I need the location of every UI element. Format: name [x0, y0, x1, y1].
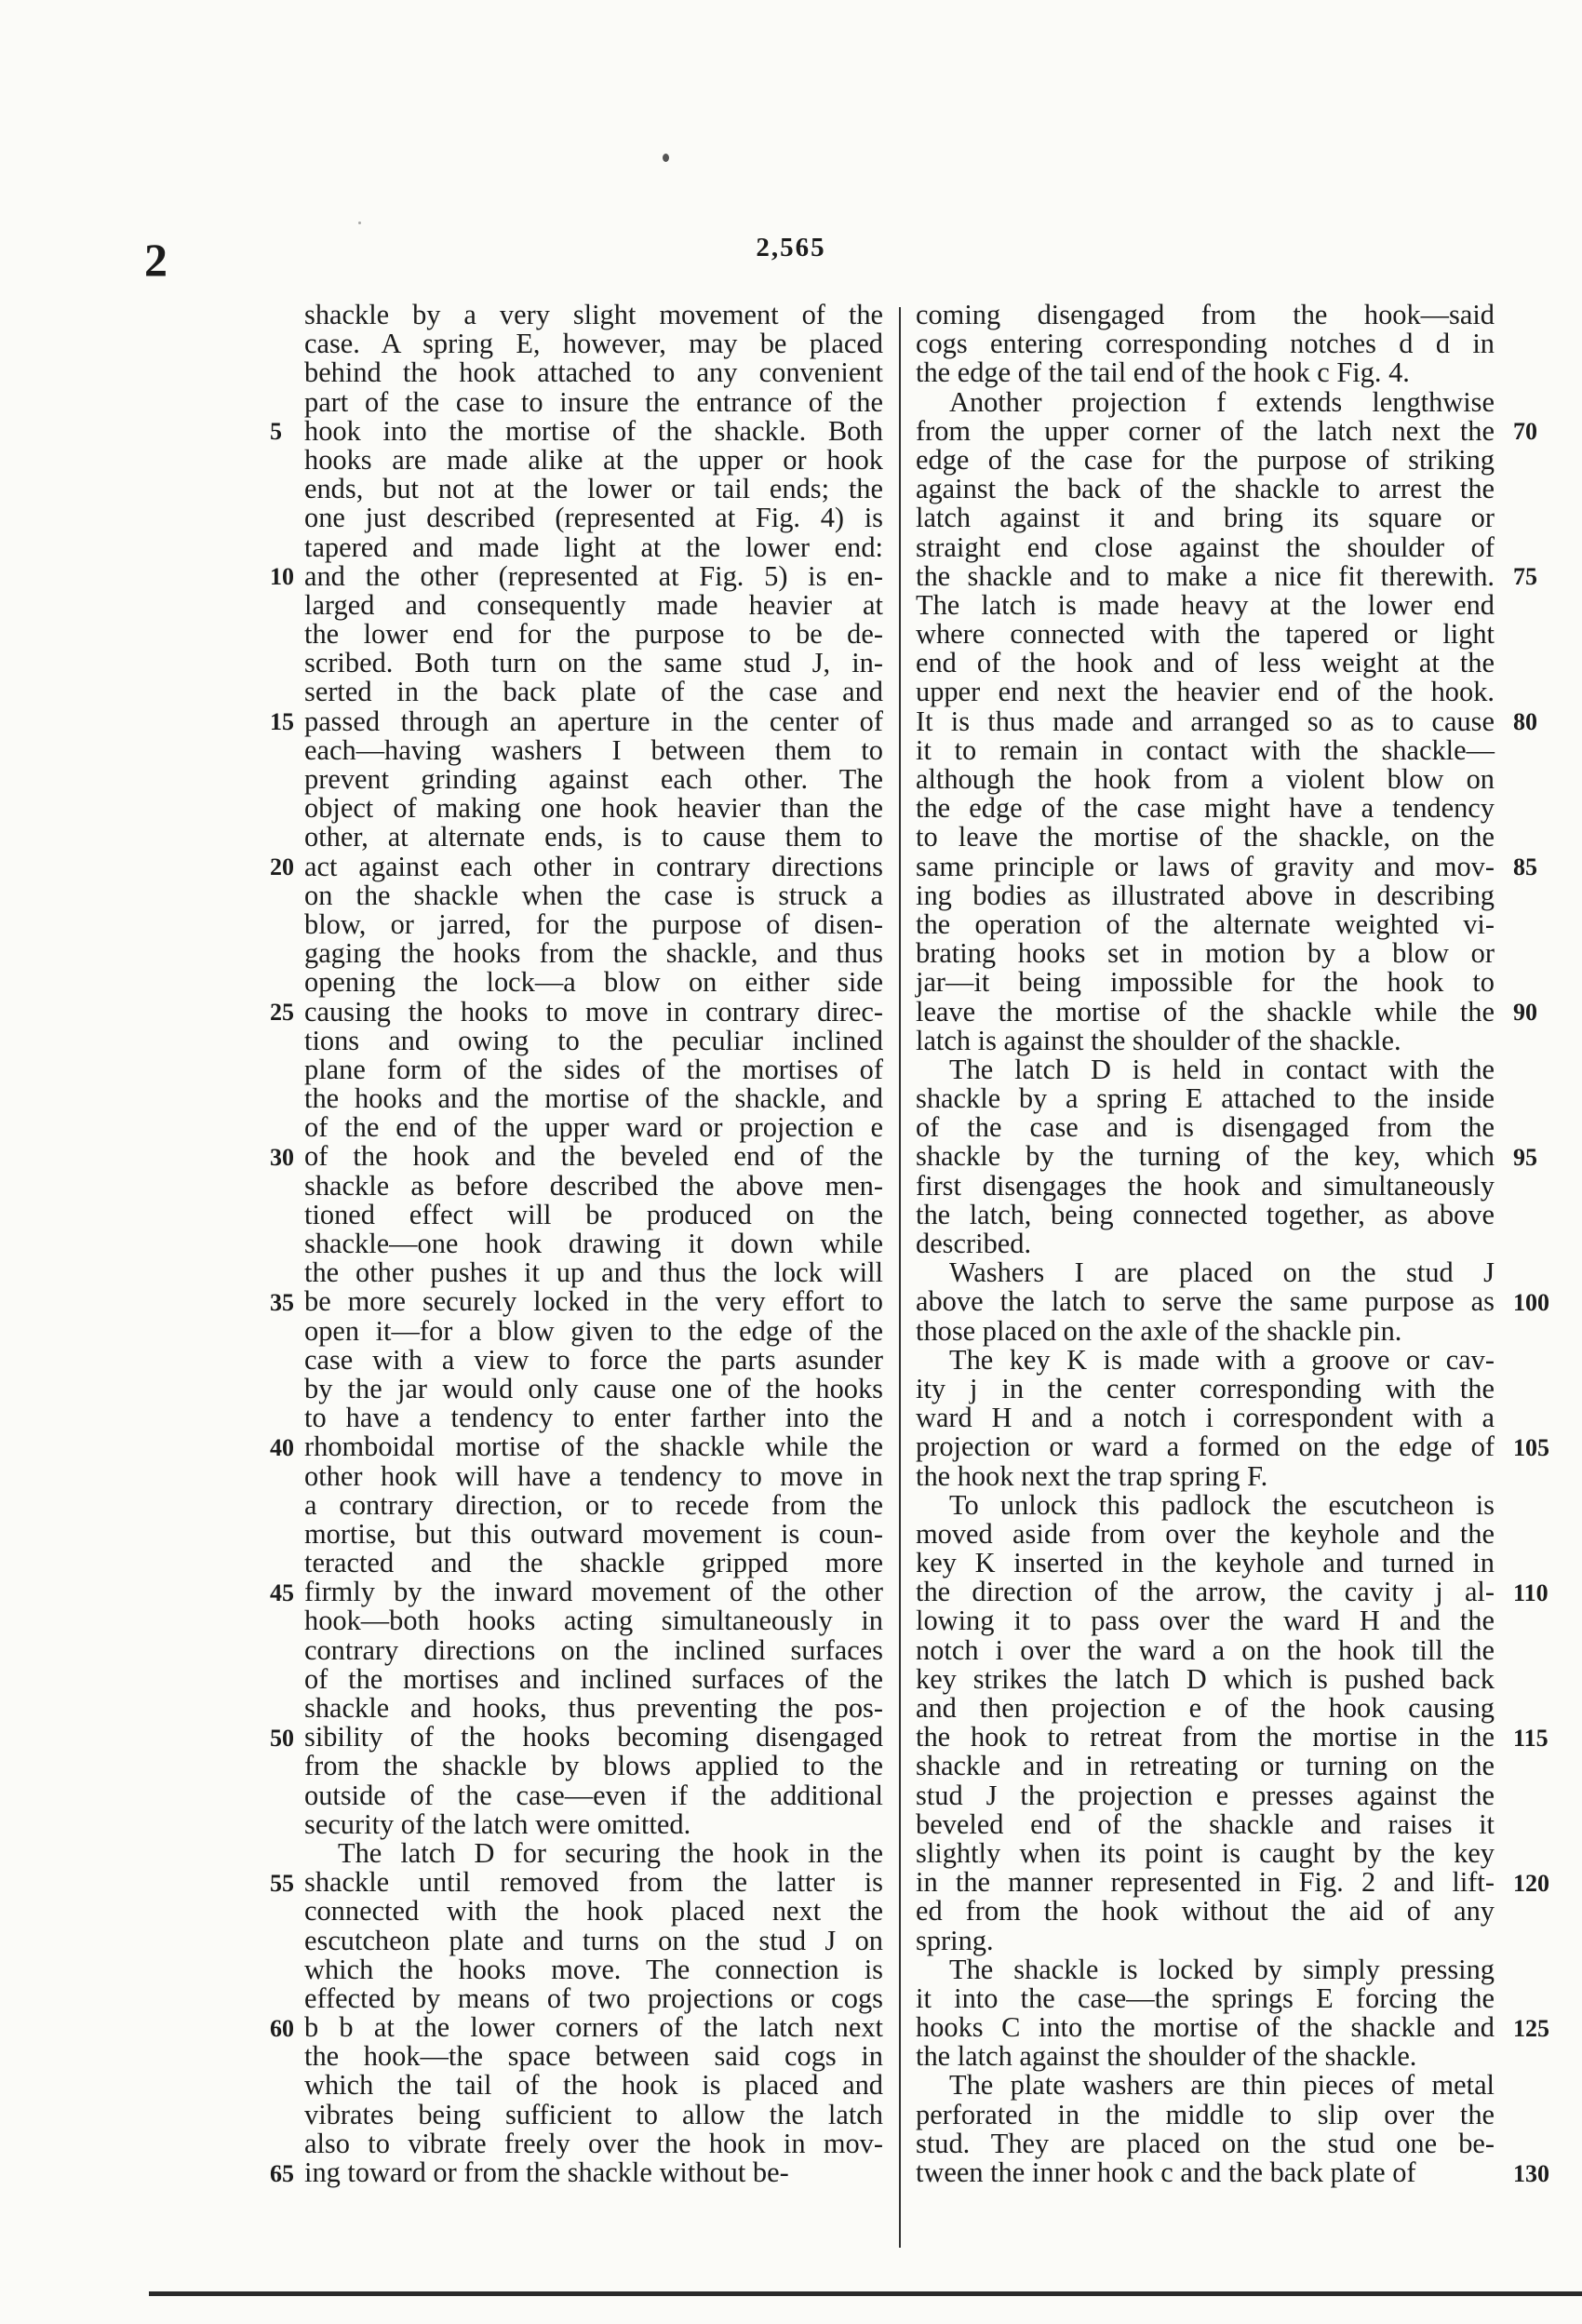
- line-number: 95: [1513, 1143, 1537, 1171]
- text-line: perforated in the middle to slip over the: [916, 2098, 1495, 2130]
- text-line: on the shackle when the case is struck a: [304, 879, 883, 911]
- text-line: the latch, being connected together, as above: [916, 1198, 1495, 1230]
- text-line: the latch against the shoulder of the shackle.: [916, 2040, 1417, 2073]
- text-line: ed from the hook without the aid of any: [916, 1895, 1495, 1928]
- line-number: 40: [270, 1433, 294, 1461]
- text-line: ward H and a notch i correspondent with a: [916, 1402, 1495, 1434]
- line-number: 90: [1513, 998, 1537, 1026]
- text-line: straight end close against the shoulder of: [916, 531, 1495, 563]
- text-line: and then projection e of the hook causing: [916, 1692, 1495, 1724]
- text-line: plane form of the sides of the mortises of: [304, 1053, 883, 1085]
- patent-number: 2,565: [756, 233, 826, 262]
- line-number: 130: [1513, 2159, 1549, 2187]
- text-line: of the case and is disengaged from the: [916, 1111, 1495, 1144]
- text-line: those placed on the axle of the shackle pin.: [916, 1314, 1402, 1347]
- text-line: vibrates being sufficient to allow the latch: [304, 2098, 883, 2130]
- text-line: notch i over the ward a on the hook till the: [916, 1633, 1495, 1666]
- text-line: Washers I are placed on the stud J: [949, 1256, 1495, 1289]
- text-line: hooks C into the mortise of the shackle and: [916, 2011, 1495, 2044]
- text-line: other, at alternate ends, is to cause them to: [304, 821, 883, 853]
- text-line: shackle as before described the above men-: [304, 1169, 883, 1202]
- line-number: 15: [270, 707, 294, 735]
- text-line: teracted and the shackle gripped more: [304, 1547, 883, 1579]
- text-line: one just described (represented at Fig. 4) is: [304, 502, 883, 534]
- text-line: the other pushes it up and thus the lock will: [304, 1256, 883, 1289]
- text-line: ends, but not at the lower or tail ends; the: [304, 473, 883, 505]
- text-line: projection or ward a formed on the edge of: [916, 1431, 1495, 1463]
- text-line: although the hook from a violent blow on: [916, 763, 1495, 795]
- text-line: the lower end for the purpose to be de-: [304, 618, 883, 651]
- line-number: 65: [270, 2159, 294, 2187]
- text-line: the operation of the alternate weighted vi-: [916, 907, 1495, 940]
- scan-speck: [663, 154, 669, 162]
- text-line: be more securely locked in the very effort to: [304, 1285, 883, 1318]
- line-number: 35: [270, 1288, 294, 1316]
- text-line: Another projection f extends lengthwise: [949, 385, 1495, 418]
- text-line: shackle by a very slight movement of the: [304, 299, 883, 330]
- text-line: and the other (represented at Fig. 5) is en-: [304, 559, 883, 592]
- text-line: hook—both hooks acting simultaneously in: [304, 1605, 883, 1637]
- text-line: The shackle is locked by simply pressing: [949, 1953, 1495, 1985]
- text-line: the direction of the arrow, the cavity j al-: [916, 1576, 1495, 1608]
- text-line: contrary directions on the inclined surfaces: [304, 1633, 883, 1666]
- text-line: it to remain in contact with the shackle—: [916, 733, 1495, 766]
- text-line: key K inserted in the keyhole and turned in: [916, 1547, 1495, 1579]
- text-line: by the jar would only cause one of the hooks: [304, 1372, 883, 1404]
- scan-speck: [358, 222, 361, 224]
- left-text-column: [304, 301, 883, 2187]
- text-line: other hook will have a tendency to move in: [304, 1459, 883, 1492]
- text-line: upper end next the heavier end of the hook.: [916, 676, 1495, 708]
- text-line: lowing it to pass over the ward H and the: [916, 1605, 1495, 1637]
- text-line: ing bodies as illustrated above in describing: [916, 879, 1495, 911]
- text-line: part of the case to insure the entrance of the: [304, 385, 883, 418]
- text-line: spring.: [916, 1924, 994, 1956]
- text-line: same principle or laws of gravity and mov-: [916, 850, 1495, 882]
- text-line: shackle and hooks, thus preventing the pos-: [304, 1692, 883, 1724]
- line-number: 55: [270, 1869, 294, 1897]
- text-line: the hooks and the mortise of the shackle, and: [304, 1082, 883, 1115]
- text-line: described.: [916, 1228, 1032, 1259]
- line-number: 105: [1513, 1433, 1549, 1461]
- text-line: each—having washers I between them to: [304, 733, 883, 766]
- text-line: beveled end of the shackle and raises it: [916, 1807, 1495, 1840]
- text-line: edge of the case for the purpose of striking: [916, 443, 1495, 476]
- text-line: case with a view to force the parts asunder: [304, 1343, 883, 1376]
- text-line: shackle and in retreating or turning on the: [916, 1750, 1495, 1782]
- line-number: 5: [270, 417, 282, 445]
- text-line: brating hooks set in motion by a blow or: [916, 937, 1495, 970]
- text-line: from the upper corner of the latch next the: [916, 414, 1495, 447]
- text-line: to have a tendency to enter farther into the: [304, 1402, 883, 1434]
- text-line: shackle by a spring E attached to the inside: [916, 1082, 1495, 1115]
- text-line: of the end of the upper ward or projection e: [304, 1111, 883, 1144]
- line-number: 85: [1513, 853, 1537, 880]
- text-line: tapered and made light at the lower end:: [304, 531, 883, 563]
- text-line: to leave the mortise of the shackle, on the: [916, 821, 1495, 853]
- text-line: tions and owing to the peculiar inclined: [304, 1024, 883, 1056]
- line-number: 115: [1513, 1724, 1548, 1752]
- text-line: outside of the case—even if the additional: [304, 1779, 883, 1811]
- text-line: slightly when its point is caught by the key: [916, 1836, 1495, 1869]
- text-line: ing toward or from the shackle without be-: [304, 2156, 789, 2188]
- line-number: 50: [270, 1724, 294, 1752]
- line-number: 125: [1513, 2014, 1549, 2042]
- text-line: which the tail of the hook is placed and: [304, 2069, 883, 2102]
- line-number: 100: [1513, 1288, 1549, 1316]
- text-line: The latch D is held in contact with the: [949, 1053, 1495, 1085]
- text-line: against the back of the shackle to arrest the: [916, 473, 1495, 505]
- text-line: stud. They are placed on the stud one be-: [916, 2127, 1495, 2159]
- text-line: the hook next the trap spring F.: [916, 1459, 1268, 1492]
- text-line: shackle—one hook drawing it down while: [304, 1228, 883, 1259]
- text-line: tioned effect will be produced on the: [304, 1198, 883, 1230]
- text-line: scribed. Both turn on the same stud J, in-: [304, 647, 883, 679]
- text-line: from the shackle by blows applied to the: [304, 1750, 883, 1782]
- text-line: effected by means of two projections or cogs: [304, 1981, 883, 2014]
- text-line: larged and consequently made heavier at: [304, 588, 883, 621]
- line-number: 25: [270, 998, 294, 1026]
- text-line: latch is against the shoulder of the shackle.: [916, 1024, 1401, 1056]
- text-line: It is thus made and arranged so as to cause: [916, 705, 1495, 737]
- text-line: it into the case—the springs E forcing the: [916, 1981, 1495, 2014]
- text-line: latch against it and bring its square or: [916, 502, 1495, 534]
- text-line: behind the hook attached to any convenient: [304, 356, 883, 389]
- text-line: case. A spring E, however, may be placed: [304, 328, 883, 360]
- text-line: b b at the lower corners of the latch next: [304, 2011, 883, 2044]
- text-line: jar—it being impossible for the hook to: [916, 966, 1495, 999]
- text-line: mortise, but this outward movement is coun-: [304, 1517, 883, 1550]
- text-line: stud J the projection e presses against the: [916, 1779, 1495, 1811]
- text-line: rhomboidal mortise of the shackle while the: [304, 1431, 883, 1463]
- text-line: the shackle and to make a nice fit therewith.: [916, 559, 1495, 592]
- text-line: security of the latch were omitted.: [304, 1807, 691, 1840]
- text-line: of the hook and the beveled end of the: [304, 1140, 883, 1173]
- right-text-column: [916, 301, 1495, 2187]
- text-line: causing the hooks to move in contrary direc-: [304, 995, 883, 1028]
- text-line: the edge of the case might have a tendency: [916, 792, 1495, 825]
- text-line: of the mortises and inclined surfaces of the: [304, 1662, 883, 1695]
- text-line: hooks are made alike at the upper or hook: [304, 443, 883, 476]
- text-line: above the latch to serve the same purpose as: [916, 1285, 1495, 1318]
- line-number: 45: [270, 1578, 294, 1606]
- text-line: which the hooks move. The connection is: [304, 1953, 883, 1985]
- text-line: The plate washers are thin pieces of metal: [949, 2069, 1495, 2102]
- line-number: 70: [1513, 417, 1537, 445]
- text-line: also to vibrate freely over the hook in mov-: [304, 2127, 883, 2159]
- text-line: shackle until removed from the latter is: [304, 1866, 883, 1899]
- line-number: 60: [270, 2014, 294, 2042]
- text-line: To unlock this padlock the escutcheon is: [949, 1488, 1495, 1521]
- text-line: ity j in the center corresponding with the: [916, 1372, 1495, 1404]
- line-number: 20: [270, 853, 294, 880]
- text-line: firmly by the inward movement of the other: [304, 1576, 883, 1608]
- text-line: open it—for a blow given to the edge of the: [304, 1314, 883, 1347]
- text-line: the edge of the tail end of the hook c Fig. 4.: [916, 356, 1410, 389]
- text-line: blow, or jarred, for the purpose of disen-: [304, 907, 883, 940]
- text-line: hook into the mortise of the shackle. Both: [304, 414, 883, 447]
- text-line: in the manner represented in Fig. 2 and lift-: [916, 1866, 1495, 1899]
- text-line: The key K is made with a groove or cav-: [949, 1343, 1495, 1376]
- text-line: The latch is made heavy at the lower end: [916, 588, 1495, 621]
- text-line: coming disengaged from the hook—said: [916, 299, 1495, 330]
- text-line: a contrary direction, or to recede from the: [304, 1488, 883, 1521]
- text-line: opening the lock—a blow on either side: [304, 966, 883, 999]
- text-line: shackle by the turning of the key, which: [916, 1140, 1495, 1173]
- text-line: sibility of the hooks becoming disengaged: [304, 1721, 883, 1753]
- text-line: serted in the back plate of the case and: [304, 676, 883, 708]
- line-number: 110: [1513, 1578, 1548, 1606]
- text-line: The latch D for securing the hook in the: [338, 1836, 883, 1869]
- text-line: where connected with the tapered or light: [916, 618, 1495, 651]
- line-number: 75: [1513, 562, 1537, 590]
- line-number: 10: [270, 562, 294, 590]
- text-line: key strikes the latch D which is pushed back: [916, 1662, 1495, 1695]
- line-number: 120: [1513, 1869, 1549, 1897]
- text-line: cogs entering corresponding notches d d in: [916, 328, 1495, 360]
- text-line: the hook to retreat from the mortise in the: [916, 1721, 1495, 1753]
- text-line: the hook—the space between said cogs in: [304, 2040, 883, 2073]
- page-number: 2: [144, 234, 169, 286]
- text-line: prevent grinding against each other. The: [304, 763, 883, 795]
- text-line: passed through an aperture in the center of: [304, 705, 883, 737]
- text-line: escutcheon plate and turns on the stud J on: [304, 1924, 883, 1956]
- text-line: end of the hook and of less weight at the: [916, 647, 1495, 679]
- text-line: connected with the hook placed next the: [304, 1895, 883, 1928]
- column-divider: [899, 307, 901, 2248]
- text-line: act against each other in contrary directions: [304, 850, 883, 882]
- text-line: tween the inner hook c and the back plate of: [916, 2156, 1416, 2188]
- line-number: 80: [1513, 707, 1537, 735]
- text-line: first disengages the hook and simultaneously: [916, 1169, 1495, 1202]
- bottom-rule: [149, 2291, 1582, 2296]
- text-line: leave the mortise of the shackle while the: [916, 995, 1495, 1028]
- text-line: object of making one hook heavier than the: [304, 792, 883, 825]
- line-number: 30: [270, 1143, 294, 1171]
- text-line: gaging the hooks from the shackle, and thus: [304, 937, 883, 970]
- text-line: moved aside from over the keyhole and the: [916, 1517, 1495, 1550]
